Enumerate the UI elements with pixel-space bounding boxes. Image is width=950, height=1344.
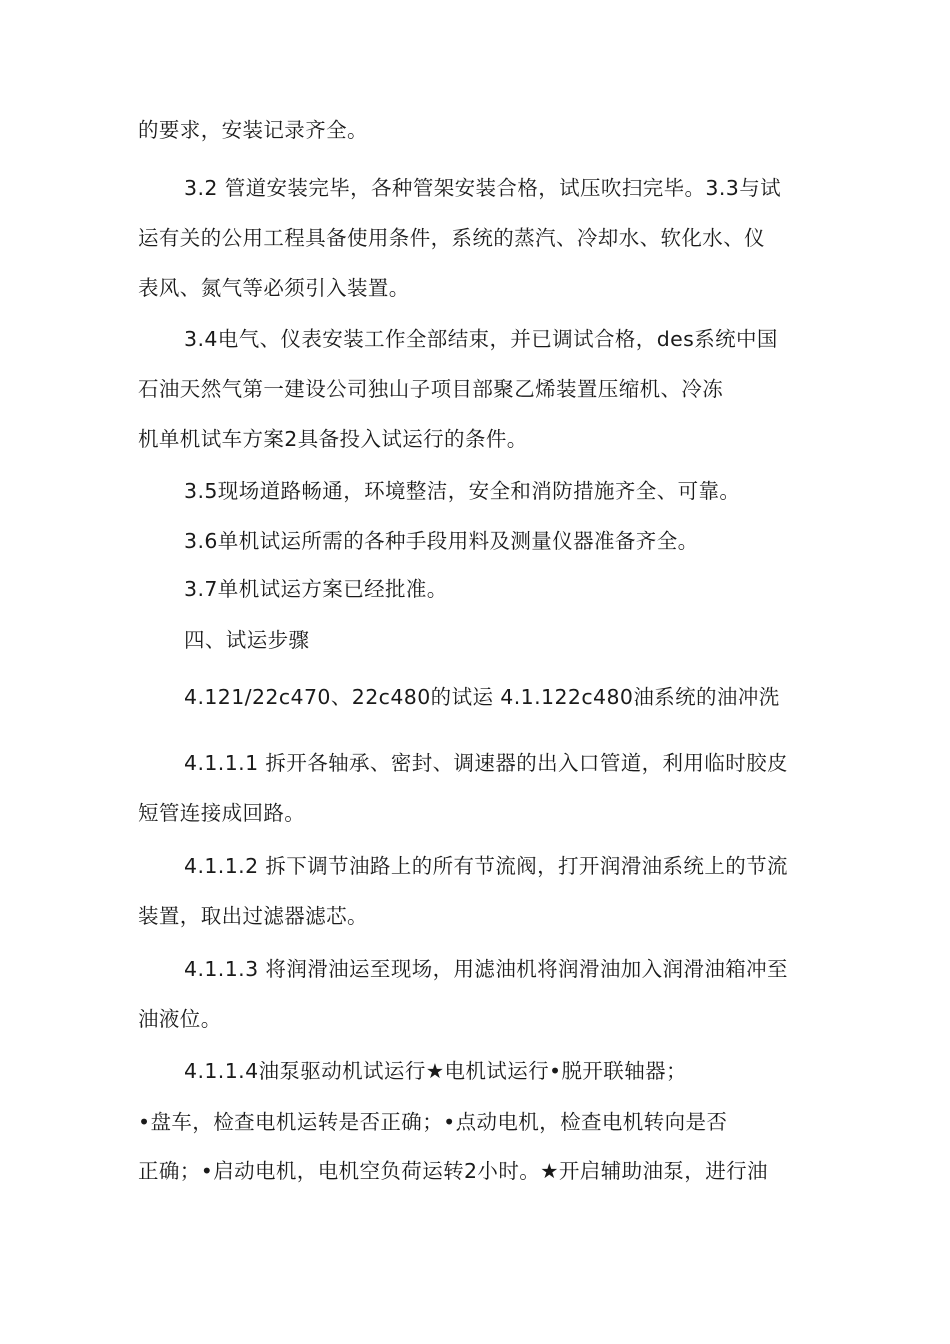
text-line: 油液位。 [138,1007,222,1031]
text-line: 正确；•启动电机，电机空负荷运转2小时。★开启辅助油泵，进行油 [138,1159,768,1183]
text-line: 装置，取出过滤器滤芯。 [138,904,368,928]
text-line: 4.1.1.2 拆下调节油路上的所有节流阀，打开润滑油系统上的节流 [184,854,788,878]
text-line: •盘车，检查电机运转是否正确；•点动电机，检查电机转向是否 [138,1110,728,1134]
text-line: 4.1.1.4油泵驱动机试运行★电机试运行•脱开联轴器； [184,1059,687,1083]
text-line: 4.121/22c470、22c480的试运 4.1.122c480油系统的油冲洗 [184,685,780,709]
text-line: 短管连接成回路。 [138,801,306,825]
text-line: 3.2 管道安装完毕，各种管架安装合格，试压吹扫完毕。3.3与试 [184,176,782,200]
text-line: 石油天然气第一建设公司独山子项目部聚乙烯装置压缩机、冷冻 [138,377,724,401]
text-line: 3.6单机试运所需的各种手段用料及测量仪器准备齐全。 [184,529,699,553]
text-line: 4.1.1.1 拆开各轴承、密封、调速器的出入口管道，利用临时胶皮 [184,751,788,775]
text-line: 3.4电气、仪表安装工作全部结束，并已调试合格，des系统中国 [184,327,778,351]
text-line: 3.5现场道路畅通，环境整洁，安全和消防措施齐全、可靠。 [184,479,741,503]
text-line: 运有关的公用工程具备使用条件，系统的蒸汽、冷却水、软化水、仪 [138,226,765,250]
text-line: 表风、氮气等必须引入装置。 [138,276,410,300]
text-line: 的要求，安装记录齐全。 [138,118,368,142]
section-heading: 四、试运步骤 [184,628,310,652]
text-line: 4.1.1.3 将润滑油运至现场，用滤油机将润滑油加入润滑油箱冲至 [184,957,788,981]
text-line: 机单机试车方案2具备投入试运行的条件。 [138,427,528,451]
text-line: 3.7单机试运方案已经批准。 [184,577,448,601]
